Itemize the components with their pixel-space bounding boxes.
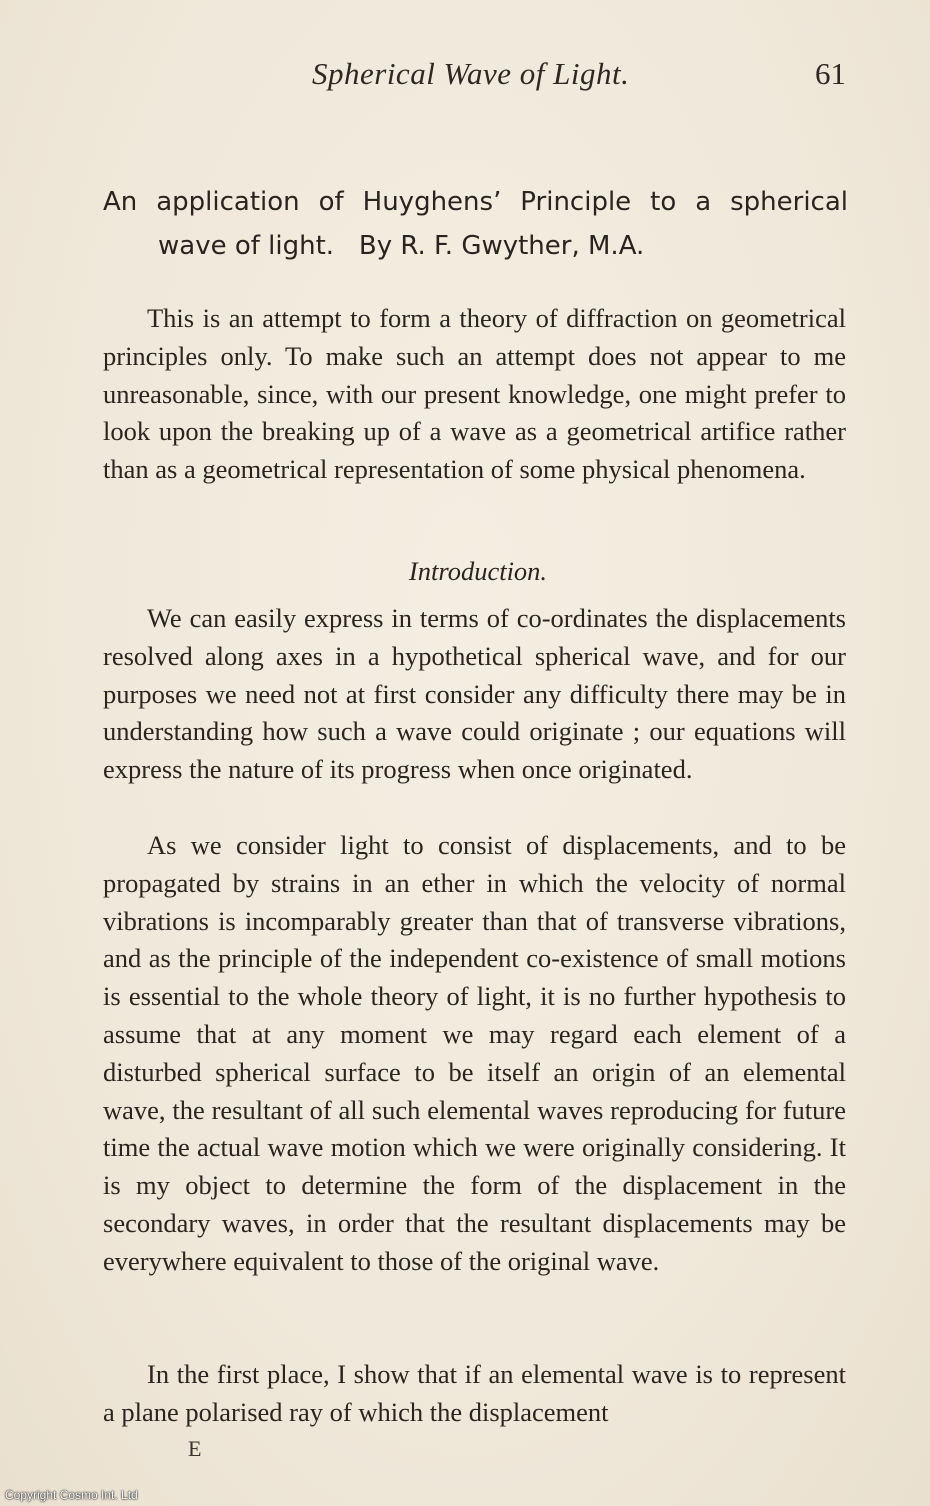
section-heading-introduction bbox=[0, 556, 930, 587]
article-title-line-2: wave of light. By R. F. Gwyther, M.A. bbox=[158, 231, 645, 261]
body-paragraph-3: In the first place, I show that if an elemental wave is to represent a plane polarised ray of which the displacement bbox=[103, 1359, 846, 1427]
copyright-watermark: Copyright Cosmo Int. Ltd bbox=[5, 1488, 138, 1502]
signature-mark: E bbox=[188, 1436, 202, 1461]
intro-paragraph: This is an attempt to form a theory of diffraction on geometrical principles only. To make such an attempt does not appear to me unreasonable, since, with our present knowledge, one might prefer to look upon the breaking up of a wave as a geometrical artifice rather than as a geometrical representation of some physical phenomena. bbox=[103, 303, 846, 485]
running-head-title: Spherical Wave of Light. bbox=[312, 56, 630, 91]
body-paragraph-1: We can easily express in terms of co-ordinates the displacements resolved along axes in a hypothetical spherical wave, and for our purposes we need not at first consider any difficulty there may be in understanding how such a wave could originate ; our equations will express the nature of its progress when once originated. bbox=[103, 603, 846, 785]
article-title bbox=[103, 180, 848, 268]
page-number: 61 bbox=[815, 56, 846, 91]
body-paragraph-2: As we consider light to consist of displacements, and to be propagated by strains in an ether in which the velocity of normal vibrations is incomparably greater than that of transverse vibrations, and as the principle of the independent co-existence of small motions is essential to the whole theory of light, it is no further hypothesis to assume that at any moment we may regard each element of a disturbed spherical surface to be itself an origin of an elemental wave, the resultant of all such elemental waves reproducing for future time the actual wave motion which we were originally considering. It is my object to determine the form of the displacement in the secondary waves, in order that the resultant displacements may be everywhere equivalent to those of the original wave. bbox=[103, 830, 846, 1276]
section-heading-text: Introduction. bbox=[408, 556, 548, 586]
article-title-line-1: An application of Huyghens’ Principle to a spherical bbox=[103, 187, 848, 217]
